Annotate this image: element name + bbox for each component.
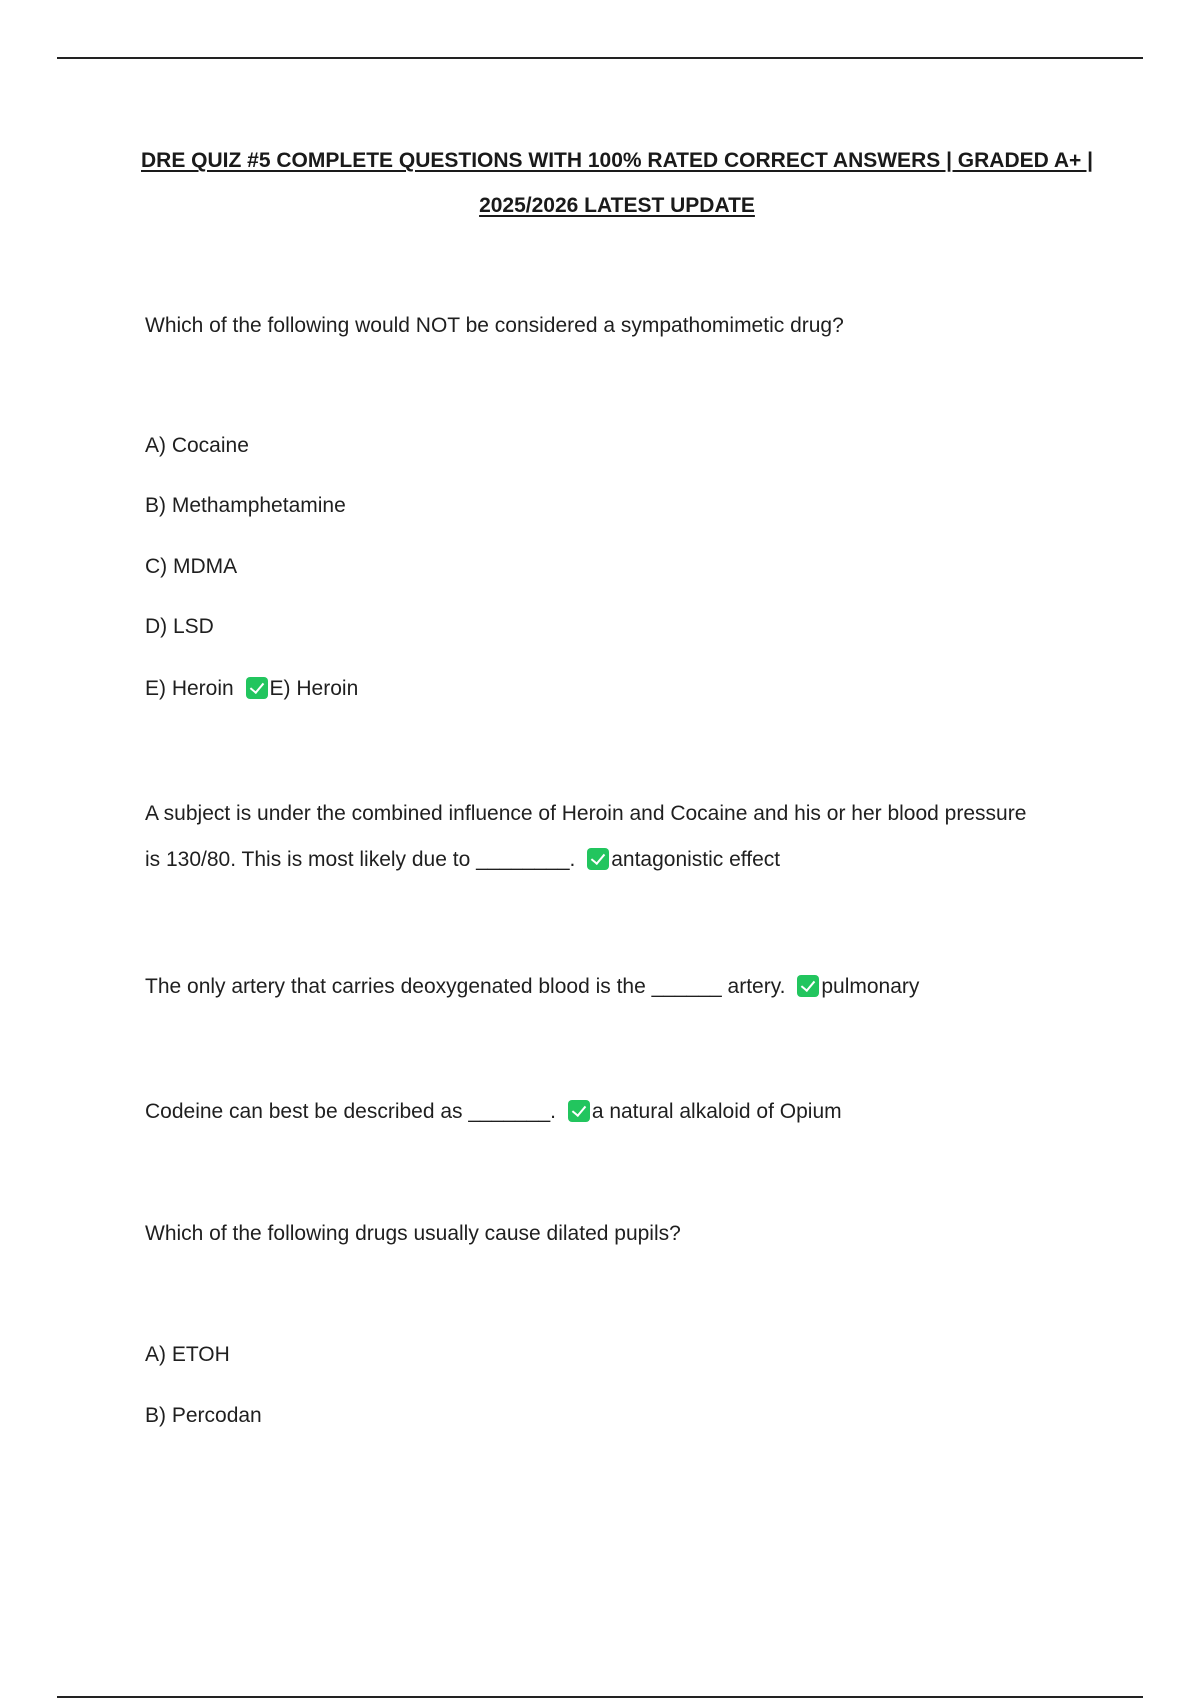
question-4-answer: a natural alkaloid of Opium bbox=[591, 1100, 842, 1123]
check-mark-icon bbox=[246, 677, 268, 699]
title-line-2: 2025/2026 LATEST UPDATE bbox=[479, 194, 755, 217]
question-2-answer: antagonistic effect bbox=[611, 848, 781, 871]
question-4-row bbox=[145, 1098, 842, 1126]
question-1-option-d: D) LSD bbox=[145, 615, 214, 638]
question-1-option-e: E) Heroin bbox=[145, 677, 234, 700]
question-1-option-b: B) Methamphetamine bbox=[145, 494, 346, 517]
check-mark-icon bbox=[587, 848, 609, 870]
question-1-option-c: C) MDMA bbox=[145, 555, 238, 578]
question-4-prompt: Codeine can best be described as _______. bbox=[145, 1100, 556, 1123]
document-title bbox=[120, 138, 1114, 228]
question-2-prompt-line-2: is 130/80. This is most likely due to ________. bbox=[145, 848, 576, 871]
question-5-option-a: A) ETOH bbox=[145, 1343, 230, 1366]
check-mark-icon bbox=[797, 975, 819, 997]
question-3-row bbox=[145, 973, 919, 1001]
check-mark-icon bbox=[568, 1100, 590, 1122]
question-5-prompt: Which of the following drugs usually cause dilated pupils? bbox=[145, 1222, 681, 1245]
question-1-prompt: Which of the following would NOT be considered a sympathomimetic drug? bbox=[145, 314, 844, 337]
question-2-prompt-row bbox=[145, 846, 780, 874]
title-line-1: DRE QUIZ #5 COMPLETE QUESTIONS WITH 100% RATED CORRECT ANSWERS | GRADED A+ | bbox=[141, 149, 1093, 172]
top-rule bbox=[57, 57, 1143, 59]
question-1-answer: E) Heroin bbox=[269, 677, 359, 700]
question-5-option-b: B) Percodan bbox=[145, 1404, 262, 1427]
question-1-option-e-row bbox=[145, 675, 358, 703]
question-3-prompt: The only artery that carries deoxygenated blood is the ______ artery. bbox=[145, 975, 786, 998]
question-3-answer: pulmonary bbox=[821, 975, 920, 998]
bottom-rule bbox=[57, 1696, 1143, 1698]
question-1-option-a: A) Cocaine bbox=[145, 434, 249, 457]
question-2-prompt-line-1: A subject is under the combined influence of Heroin and Cocaine and his or her blood pressure bbox=[145, 802, 1027, 825]
